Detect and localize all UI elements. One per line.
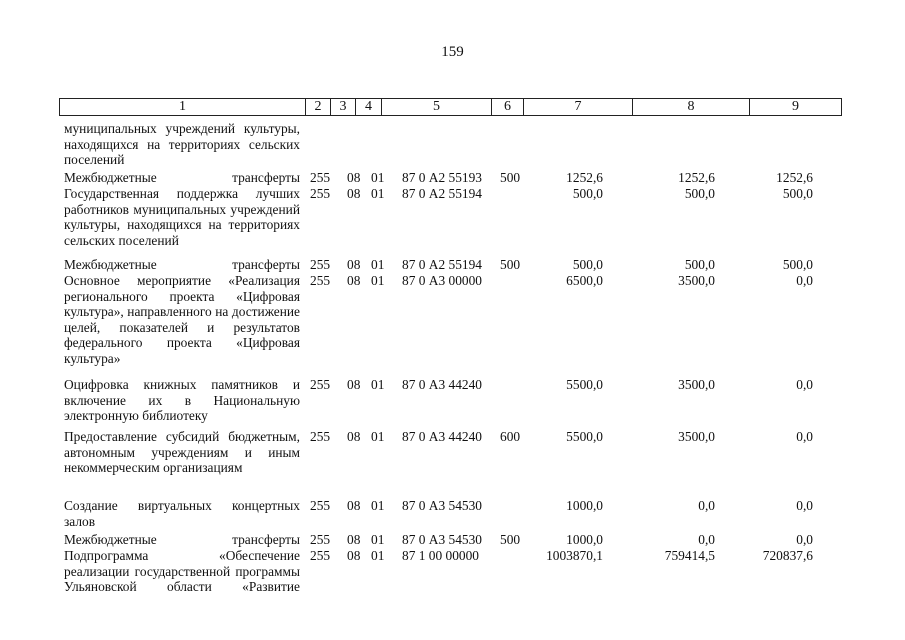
- row-subsection-code: 01: [371, 186, 385, 201]
- row-subsection-code: 01: [371, 498, 385, 513]
- row-value-col8: 0,0: [698, 498, 715, 513]
- row-value-col7: 5500,0: [566, 429, 603, 444]
- row-value-col8: 0,0: [698, 532, 715, 547]
- row-section-code: 08: [347, 257, 361, 272]
- header-col-4: 4: [356, 99, 382, 115]
- row-description: Межбюджетные трансферты: [64, 532, 300, 547]
- row-value-col8: 3500,0: [678, 429, 715, 444]
- row-description: Создание виртуальных концертных залов: [64, 498, 300, 529]
- header-col-9: 9: [792, 99, 799, 114]
- header-col-8: 8: [633, 99, 750, 115]
- row-value-col8: 759414,5: [664, 548, 715, 563]
- row-section-code: 08: [347, 532, 361, 547]
- row-section-code: 08: [347, 186, 361, 201]
- row-subsection-code: 01: [371, 257, 385, 272]
- row-value-col7: 500,0: [572, 186, 603, 201]
- row-expense-type: 600: [500, 429, 521, 444]
- row-description: Предоставление субсидий бюджетным, автономным учреждениям и иным некоммерческим организациям: [64, 429, 300, 476]
- row-value-col8: 1252,6: [678, 170, 715, 185]
- row-expense-type: 500: [500, 532, 521, 547]
- row-ved-code: 255: [310, 273, 331, 288]
- row-target-code: 87 0 А3 54530: [402, 532, 482, 547]
- row-target-code: 87 0 А3 54530: [402, 498, 482, 513]
- header-col-7: 7: [524, 99, 633, 115]
- row-value-col9: 0,0: [796, 273, 813, 288]
- header-col-6: 6: [492, 99, 524, 115]
- row-value-col9: 0,0: [796, 498, 813, 513]
- row-ved-code: 255: [310, 377, 331, 392]
- header-col-3: 3: [331, 99, 356, 115]
- page-number: 159: [441, 44, 464, 60]
- row-value-col9: 720837,6: [762, 548, 813, 563]
- row-ved-code: 255: [310, 532, 331, 547]
- row-section-code: 08: [347, 273, 361, 288]
- row-value-col7: 1000,0: [566, 532, 603, 547]
- row-ved-code: 255: [310, 170, 331, 185]
- row-subsection-code: 01: [371, 170, 385, 185]
- row-subsection-code: 01: [371, 532, 385, 547]
- row-target-code: 87 0 А2 55194: [402, 257, 482, 272]
- row-value-col7: 5500,0: [566, 377, 603, 392]
- row-ved-code: 255: [310, 498, 331, 513]
- row-ved-code: 255: [310, 186, 331, 201]
- row-section-code: 08: [347, 548, 361, 563]
- row-value-col7: 1003870,1: [546, 548, 603, 563]
- row-value-col9: 0,0: [796, 377, 813, 392]
- row-value-col8: 3500,0: [678, 273, 715, 288]
- row-description: муниципальных учреждений культуры, находящихся на территориях сельских поселений: [64, 121, 300, 168]
- row-value-col7: 500,0: [572, 257, 603, 272]
- row-value-col9: 1252,6: [776, 170, 813, 185]
- header-col-1: 1: [60, 99, 306, 115]
- row-section-code: 08: [347, 498, 361, 513]
- row-description: Основное мероприятие «Реализация регионального проекта «Цифровая культура», направленного на достижение целей, показателей и результатов федерального проекта «Цифровая культура»: [64, 273, 300, 366]
- row-section-code: 08: [347, 170, 361, 185]
- row-expense-type: 500: [500, 170, 521, 185]
- row-target-code: 87 1 00 00000: [402, 548, 479, 563]
- row-ved-code: 255: [310, 429, 331, 444]
- header-col-2: 2: [306, 99, 331, 115]
- row-subsection-code: 01: [371, 429, 385, 444]
- row-ved-code: 255: [310, 257, 331, 272]
- row-value-col7: 6500,0: [566, 273, 603, 288]
- row-description: Государственная поддержка лучших работников муниципальных учреждений культуры, находящихся на территориях сельских поселений: [64, 186, 300, 248]
- row-target-code: 87 0 А2 55193: [402, 170, 482, 185]
- row-subsection-code: 01: [371, 377, 385, 392]
- row-description: Оцифровка книжных памятников и включение их в Национальную электронную библиотеку: [64, 377, 300, 424]
- row-value-col9: 500,0: [782, 257, 813, 272]
- row-subsection-code: 01: [371, 273, 385, 288]
- row-subsection-code: 01: [371, 548, 385, 563]
- row-target-code: 87 0 А3 44240: [402, 429, 482, 444]
- row-description: Межбюджетные трансферты: [64, 257, 300, 272]
- row-value-col7: 1000,0: [566, 498, 603, 513]
- row-value-col9: 0,0: [796, 532, 813, 547]
- row-value-col8: 500,0: [684, 186, 715, 201]
- row-expense-type: 500: [500, 257, 521, 272]
- row-value-col7: 1252,6: [566, 170, 603, 185]
- row-value-col8: 3500,0: [678, 377, 715, 392]
- row-ved-code: 255: [310, 548, 331, 563]
- row-target-code: 87 0 А2 55194: [402, 186, 482, 201]
- row-section-code: 08: [347, 377, 361, 392]
- row-description: Межбюджетные трансферты: [64, 170, 300, 185]
- table-header: [59, 98, 842, 116]
- row-value-col9: 0,0: [796, 429, 813, 444]
- row-section-code: 08: [347, 429, 361, 444]
- row-value-col9: 500,0: [782, 186, 813, 201]
- row-target-code: 87 0 А3 00000: [402, 273, 482, 288]
- row-target-code: 87 0 А3 44240: [402, 377, 482, 392]
- row-value-col8: 500,0: [684, 257, 715, 272]
- row-description: Подпрограмма «Обеспечение реализации государственной программы Ульяновской области «Развитие: [64, 548, 300, 595]
- header-col-5: 5: [382, 99, 492, 115]
